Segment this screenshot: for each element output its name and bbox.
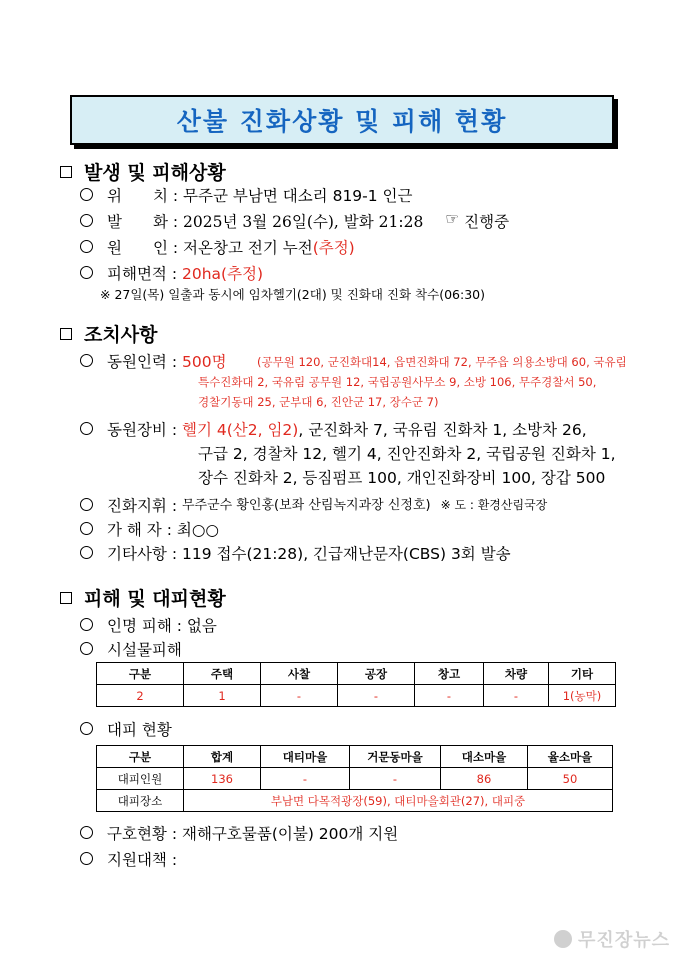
personnel-detail-line1: (공무원 120, 군진화대14, 읍면진화대 72, 무주읍 의용소방대 60, 국유림 (257, 355, 627, 369)
relief-label: 구호현황 : (107, 825, 178, 843)
casualty-value: 없음 (186, 617, 217, 635)
section1-note: ※ 27일(목) 일출과 동시에 임차헬기(2대) 및 진화대 진화 착수(06:30) (100, 287, 485, 302)
circle-bullet-icon (80, 188, 93, 201)
personnel-total: 500명 (181, 353, 227, 371)
table-header-cell: 차량 (484, 663, 549, 685)
circle-bullet-icon (80, 266, 93, 279)
table-row (97, 790, 613, 812)
table-cell: 대피장소 (97, 790, 184, 812)
cause-note: (추정) (312, 239, 355, 257)
table-cell: - (261, 768, 350, 790)
table-cell: - (415, 685, 484, 707)
suspect-label: 가 해 자 : (107, 521, 172, 539)
equipment-line2: 구급 2, 경찰차 12, 헬기 4, 진안진화차 2, 국립공원 진화차 1, (198, 445, 616, 463)
table-row (97, 768, 613, 790)
watermark-text: 무진장뉴스 (578, 930, 670, 951)
equipment-label: 동원장비 : (107, 421, 178, 439)
table-cell: - (338, 685, 415, 707)
square-bullet-icon (60, 166, 72, 178)
suspect-value: 최○○ (176, 521, 219, 539)
table-header-cell: 구분 (97, 663, 184, 685)
circle-bullet-icon (80, 422, 93, 435)
facility-damage-table (96, 662, 616, 707)
personnel-row (80, 350, 227, 372)
pointing-hand-icon: ☞ (445, 210, 460, 228)
equipment-row (80, 418, 587, 440)
location-row (80, 184, 413, 206)
mountain-logo-icon (554, 930, 572, 948)
command-value: 무주군수 황인홍(보좌 산림녹지과장 신정호) (181, 498, 431, 513)
table-header-cell: 공장 (338, 663, 415, 685)
table-cell: 대피인원 (97, 768, 184, 790)
table-header-cell: 대티마을 (261, 746, 350, 768)
support-label: 지원대책 : (107, 851, 178, 869)
outbreak-value: 2025년 3월 26일(수), 발화 21:28 (183, 213, 424, 231)
circle-bullet-icon (80, 240, 93, 253)
table-header-cell: 합계 (184, 746, 261, 768)
command-row (80, 494, 547, 516)
circle-bullet-icon (80, 826, 93, 839)
equipment-line3: 장수 진화차 2, 등짐펌프 100, 개인진화장비 100, 장갑 500 (198, 469, 606, 487)
command-note: ※ 도 : 환경산림국장 (440, 498, 548, 512)
location-label: 위 치 : (107, 187, 179, 205)
table-cell: 부남면 다목적광장(59), 대티마을회관(27), 대피중 (184, 790, 613, 812)
outbreak-row (80, 210, 509, 232)
table-header-row (97, 663, 616, 685)
table-header-cell: 주택 (184, 663, 261, 685)
facility-row (80, 638, 182, 660)
outbreak-label: 발 화 : (107, 213, 179, 231)
evacuation-table (96, 745, 613, 812)
circle-bullet-icon (80, 852, 93, 865)
circle-bullet-icon (80, 642, 93, 655)
area-label: 피해면적 : (107, 265, 178, 283)
outbreak-status: 진행중 (464, 213, 510, 231)
circle-bullet-icon (80, 498, 93, 511)
table-header-cell: 거문동마을 (350, 746, 441, 768)
area-value: 20ha(추정) (181, 265, 264, 283)
area-row (80, 262, 263, 284)
command-label: 진화지휘 : (107, 497, 178, 515)
table-header-cell: 대소마을 (441, 746, 528, 768)
support-row (80, 848, 177, 870)
cause-value: 저온창고 전기 누전 (183, 239, 313, 257)
other-label: 기타사항 : (107, 545, 178, 563)
facility-label: 시설물피해 (107, 641, 182, 659)
personnel-detail-line2: 특수진화대 2, 국유림 공무원 12, 국립공원사무소 9, 소방 106, 무주경찰서 50, (198, 375, 597, 389)
table-header-row (97, 746, 613, 768)
circle-bullet-icon (80, 522, 93, 535)
table-cell: - (261, 685, 338, 707)
table-header-cell: 사찰 (261, 663, 338, 685)
casualty-row (80, 614, 217, 636)
cause-label: 원 인 : (107, 239, 179, 257)
equipment-helicopter: 헬기 4(산2, 임2) (181, 421, 299, 439)
section-damage-heading: 피해 및 대피현황 (60, 584, 226, 611)
table-cell: - (484, 685, 549, 707)
table-cell: 1 (184, 685, 261, 707)
personnel-detail-line3: 경찰기동대 25, 군부대 6, 진안군 17, 장수군 7) (198, 395, 439, 409)
casualty-label: 인명 피해 : (107, 617, 182, 635)
other-value: 119 접수(21:28), 긴급재난문자(CBS) 3회 발송 (181, 545, 511, 563)
table-header-cell: 구분 (97, 746, 184, 768)
table-cell: 86 (441, 768, 528, 790)
section-occurrence-heading: 발생 및 피해상황 (60, 158, 226, 185)
section-actions-heading: 조치사항 (60, 320, 157, 347)
circle-bullet-icon (80, 618, 93, 631)
suspect-row (80, 518, 219, 540)
table-cell: 136 (184, 768, 261, 790)
location-value: 무주군 부남면 대소리 819-1 인근 (183, 187, 413, 205)
circle-bullet-icon (80, 354, 93, 367)
circle-bullet-icon (80, 546, 93, 559)
table-cell: 50 (528, 768, 613, 790)
evac-row (80, 718, 172, 740)
evac-label: 대피 현황 (107, 721, 172, 739)
table-header-cell: 창고 (415, 663, 484, 685)
document-title-box (70, 95, 614, 145)
square-bullet-icon (60, 592, 72, 604)
table-row (97, 685, 616, 707)
table-header-cell: 기타 (549, 663, 616, 685)
personnel-label: 동원인력 : (107, 353, 178, 371)
relief-row (80, 822, 398, 844)
table-cell: 2 (97, 685, 184, 707)
table-cell: - (350, 768, 441, 790)
other-row (80, 542, 511, 564)
cause-row (80, 236, 355, 258)
circle-bullet-icon (80, 722, 93, 735)
table-header-cell: 율소마을 (528, 746, 613, 768)
relief-value: 재해구호물품(이불) 200개 지원 (181, 825, 399, 843)
circle-bullet-icon (80, 214, 93, 227)
watermark-logo (554, 926, 670, 952)
equipment-line1: , 군진화차 7, 국유림 진화차 1, 소방차 26, (298, 421, 587, 439)
square-bullet-icon (60, 328, 72, 340)
table-cell: 1(농막) (549, 685, 616, 707)
document-title: 산불 진화상황 및 피해 현황 (176, 107, 508, 136)
